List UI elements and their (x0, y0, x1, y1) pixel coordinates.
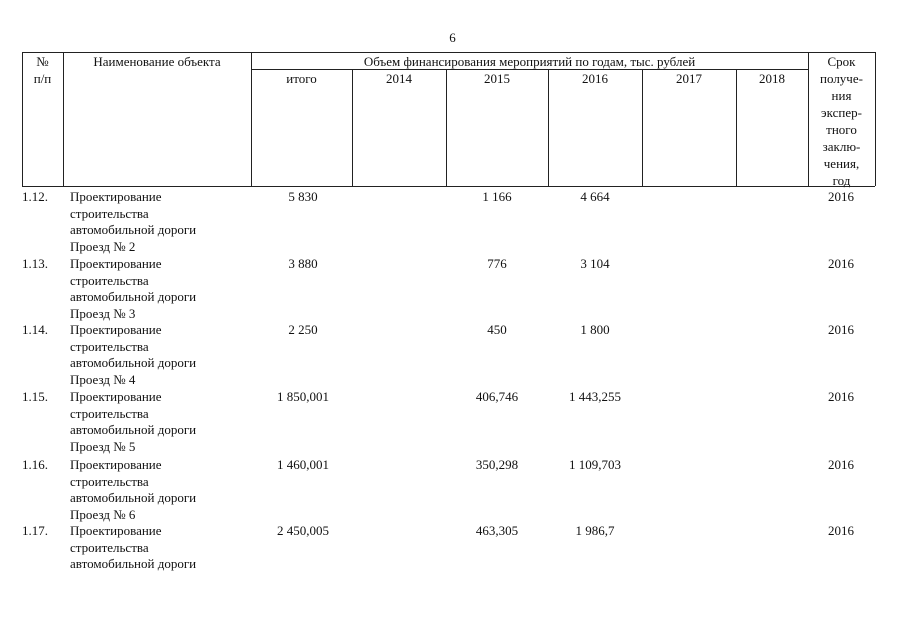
row-name-line: Проектирование (70, 389, 162, 404)
header-term-line: Срок (827, 54, 856, 69)
header-num-line: № (36, 54, 49, 69)
row-name (70, 322, 196, 388)
row-2016: 1 443,255 (569, 389, 621, 404)
row-name-line: автомобильной дороги (70, 490, 197, 505)
row-number: 1.12. (22, 189, 48, 204)
header-year-2016: 2016 (582, 71, 608, 86)
row-name-line: строительства (70, 272, 149, 288)
row-name-line: Проезд № 3 (70, 305, 136, 321)
row-name-line: автомобильной дороги (70, 289, 197, 304)
row-term: 2016 (828, 389, 854, 404)
header-name: Наименование объекта (93, 54, 221, 69)
row-number: 1.15. (22, 389, 48, 404)
row-term: 2016 (828, 322, 854, 337)
header-num (22, 53, 63, 87)
header-term-line: получе- (820, 71, 863, 86)
row-term: 2016 (828, 523, 854, 538)
row-total: 1 460,001 (277, 457, 329, 472)
row-2016: 1 800 (580, 322, 610, 337)
row-name-line: Проезд № 6 (70, 506, 136, 522)
row-total: 5 830 (288, 189, 318, 204)
row-term: 2016 (828, 256, 854, 271)
row-name-line: Проектирование (70, 189, 162, 204)
row-name (70, 457, 196, 523)
row-2015: 350,298 (475, 457, 519, 472)
header-volume: Объем финансирования мероприятий по годам, тыс. рублей (363, 54, 696, 69)
row-2015: 450 (487, 322, 507, 337)
row-number: 1.14. (22, 322, 48, 337)
row-number: 1.16. (22, 457, 48, 472)
row-name-line: автомобильной дороги (70, 222, 197, 237)
row-total: 3 880 (288, 256, 318, 271)
header-year-2017: 2017 (676, 71, 702, 86)
row-name-line: автомобильной дороги (70, 355, 197, 370)
row-name-line: Проектирование (70, 322, 162, 337)
row-total: 2 250 (288, 322, 318, 337)
row-number: 1.13. (22, 256, 48, 271)
row-name-line: Проектирование (70, 256, 162, 271)
row-name (70, 189, 196, 255)
row-2015: 463,305 (475, 523, 519, 538)
header-term-line: тного (826, 122, 857, 137)
header-term (808, 53, 875, 189)
row-name-line: Проектирование (70, 523, 162, 538)
row-name-line: Проезд № 4 (70, 371, 136, 387)
row-number: 1.17. (22, 523, 48, 538)
row-name-line: Проезд № 5 (70, 438, 136, 454)
header-year-2018: 2018 (759, 71, 785, 86)
row-name-line: строительства (70, 539, 149, 555)
row-2015: 406,746 (475, 389, 519, 404)
header-year-2015: 2015 (484, 71, 510, 86)
row-name-line: строительства (70, 405, 149, 421)
row-name-line: Проезд № 2 (70, 238, 136, 254)
row-name (70, 523, 196, 573)
header-term-line: экспер- (821, 105, 862, 120)
row-name-line: строительства (70, 338, 149, 354)
row-name (70, 256, 196, 322)
header-term-line: ния (831, 88, 852, 103)
header-term-line: заклю- (822, 139, 861, 154)
row-name-line: строительства (70, 473, 149, 489)
row-2015: 1 166 (482, 189, 512, 204)
row-total: 2 450,005 (277, 523, 329, 538)
header-total: итого (286, 71, 317, 86)
header-term-line: чения, (823, 156, 860, 171)
row-2016: 1 986,7 (575, 523, 615, 538)
header-year-2014: 2014 (386, 71, 412, 86)
row-term: 2016 (828, 457, 854, 472)
row-name (70, 389, 196, 455)
row-term: 2016 (828, 189, 854, 204)
row-name-line: строительства (70, 205, 149, 221)
row-name-line: Проектирование (70, 457, 162, 472)
row-name-line: автомобильной дороги (70, 422, 197, 437)
header-num-line: п/п (33, 71, 52, 86)
row-2016: 4 664 (580, 189, 610, 204)
page-number: 6 (449, 30, 456, 45)
row-2016: 1 109,703 (569, 457, 621, 472)
row-2015: 776 (487, 256, 507, 271)
header-term-line: год (832, 173, 851, 188)
row-name-line: автомобильной дороги (70, 556, 197, 571)
row-2016: 3 104 (580, 256, 610, 271)
row-total: 1 850,001 (277, 389, 329, 404)
